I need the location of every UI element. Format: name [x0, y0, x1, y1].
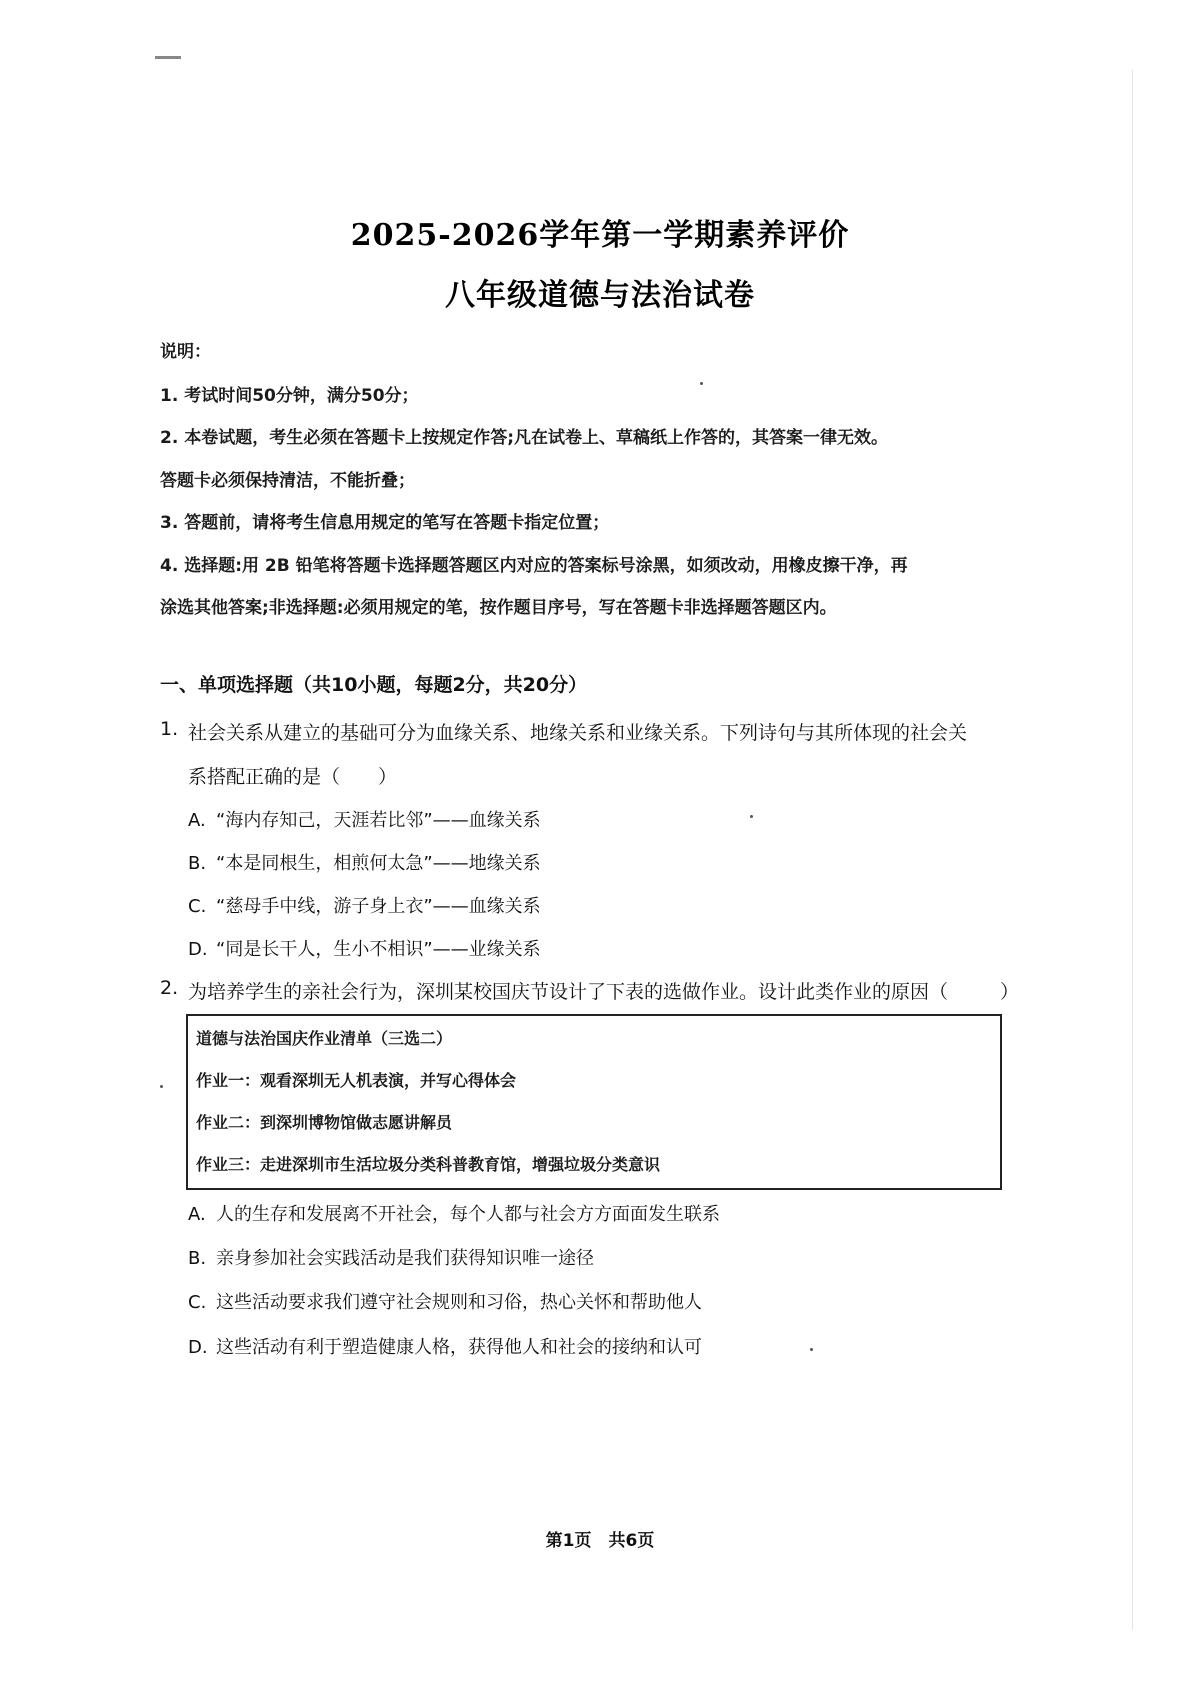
instruction-line-1: 1. 考试时间50分钟，满分50分； [160, 386, 419, 406]
question-text-continued: 系搭配正确的是（ ） [188, 766, 398, 788]
option-b [188, 1244, 594, 1270]
option-text: 这些活动有利于塑造健康人格，获得他人和社会的接纳和认可 [216, 1337, 702, 1358]
answer-paren-close: ） [1000, 981, 1020, 1003]
option-text: 这些活动要求我们遵守社会规则和习俗，热心关怀和帮助他人 [216, 1292, 702, 1313]
question-1 [0, 718, 1200, 748]
option-c [188, 1288, 702, 1314]
instructions-heading: 说明： [160, 342, 211, 362]
question-text: 为培养学生的亲社会行为，深圳某校国庆节设计了下表的选做作业。设计此类作业的原因（ [188, 981, 949, 1003]
option-label: B. [188, 853, 207, 874]
homework-item-3: 作业三：走进深圳市生活垃圾分类科普教育馆，增强垃圾分类意识 [196, 1155, 661, 1174]
option-label: B. [188, 1248, 207, 1269]
question-number: 1. [160, 718, 179, 740]
option-text: “海内存知己，天涯若比邻”——血缘关系 [216, 810, 541, 831]
option-label: A. [188, 810, 206, 831]
exam-title-line2: 八年级道德与法治试卷 [445, 278, 755, 313]
homework-item-2: 作业二：到深圳博物馆做志愿讲解员 [196, 1113, 453, 1132]
option-label: D. [188, 1337, 208, 1358]
exam-title-line1: 2025-2026学年第一学期素养评价 [350, 218, 850, 253]
option-b [188, 849, 541, 875]
instruction-line-2: 2. 本卷试题，考生必须在答题卡上按规定作答;凡在试卷上、草稿纸上作答的，其答案一律无效。 [160, 428, 889, 448]
section-heading: 一、单项选择题（共10小题，每题2分，共20分） [160, 674, 588, 696]
option-text: “慈母手中线，游子身上衣”——血缘关系 [216, 896, 541, 917]
instruction-line-4: 3. 答题前，请将考生信息用规定的笔写在答题卡指定位置； [160, 513, 610, 533]
instruction-line-3: 答题卡必须保持清洁，不能折叠； [160, 471, 415, 491]
option-text: 人的生存和发展离不开社会，每个人都与社会方方面面发生联系 [216, 1204, 720, 1225]
scan-speck [750, 815, 753, 818]
homework-list-box [186, 1014, 1002, 1190]
option-label: C. [188, 1292, 207, 1313]
scan-speck [810, 1348, 813, 1351]
page-footer: 第1页 共6页 [545, 1531, 655, 1551]
question-number: 2. [160, 977, 179, 999]
scan-mark [155, 56, 181, 59]
homework-list-title: 道德与法治国庆作业清单（三选二） [196, 1029, 453, 1048]
question-1-cont [0, 762, 1200, 792]
option-d [188, 935, 541, 961]
option-label: C. [188, 896, 207, 917]
option-a [188, 806, 541, 832]
option-label: D. [188, 939, 208, 960]
scan-speck [160, 1085, 163, 1088]
option-text: “同是长干人，生小不相识”——业缘关系 [216, 939, 541, 960]
question-2 [0, 977, 1200, 1007]
instruction-line-6: 涂选其他答案;非选择题:必须用规定的笔，按作题目序号，写在答题卡非选择题答题区内。 [160, 598, 837, 618]
option-text: 亲身参加社会实践活动是我们获得知识唯一途径 [216, 1248, 594, 1269]
instruction-line-5: 4. 选择题:用 2B 铅笔将答题卡选择题答题区内对应的答案标号涂黑，如须改动，用橡皮擦干净，再 [160, 556, 908, 576]
scan-speck [700, 382, 703, 385]
option-text: “本是同根生，相煎何太急”——地缘关系 [216, 853, 541, 874]
option-label: A. [188, 1204, 206, 1225]
option-d [188, 1333, 702, 1359]
option-c [188, 892, 541, 918]
homework-item-1: 作业一：观看深圳无人机表演，并写心得体会 [196, 1071, 517, 1090]
question-text: 社会关系从建立的基础可分为血缘关系、地缘关系和业缘关系。下列诗句与其所体现的社会关 [188, 722, 968, 744]
option-a [188, 1200, 720, 1226]
